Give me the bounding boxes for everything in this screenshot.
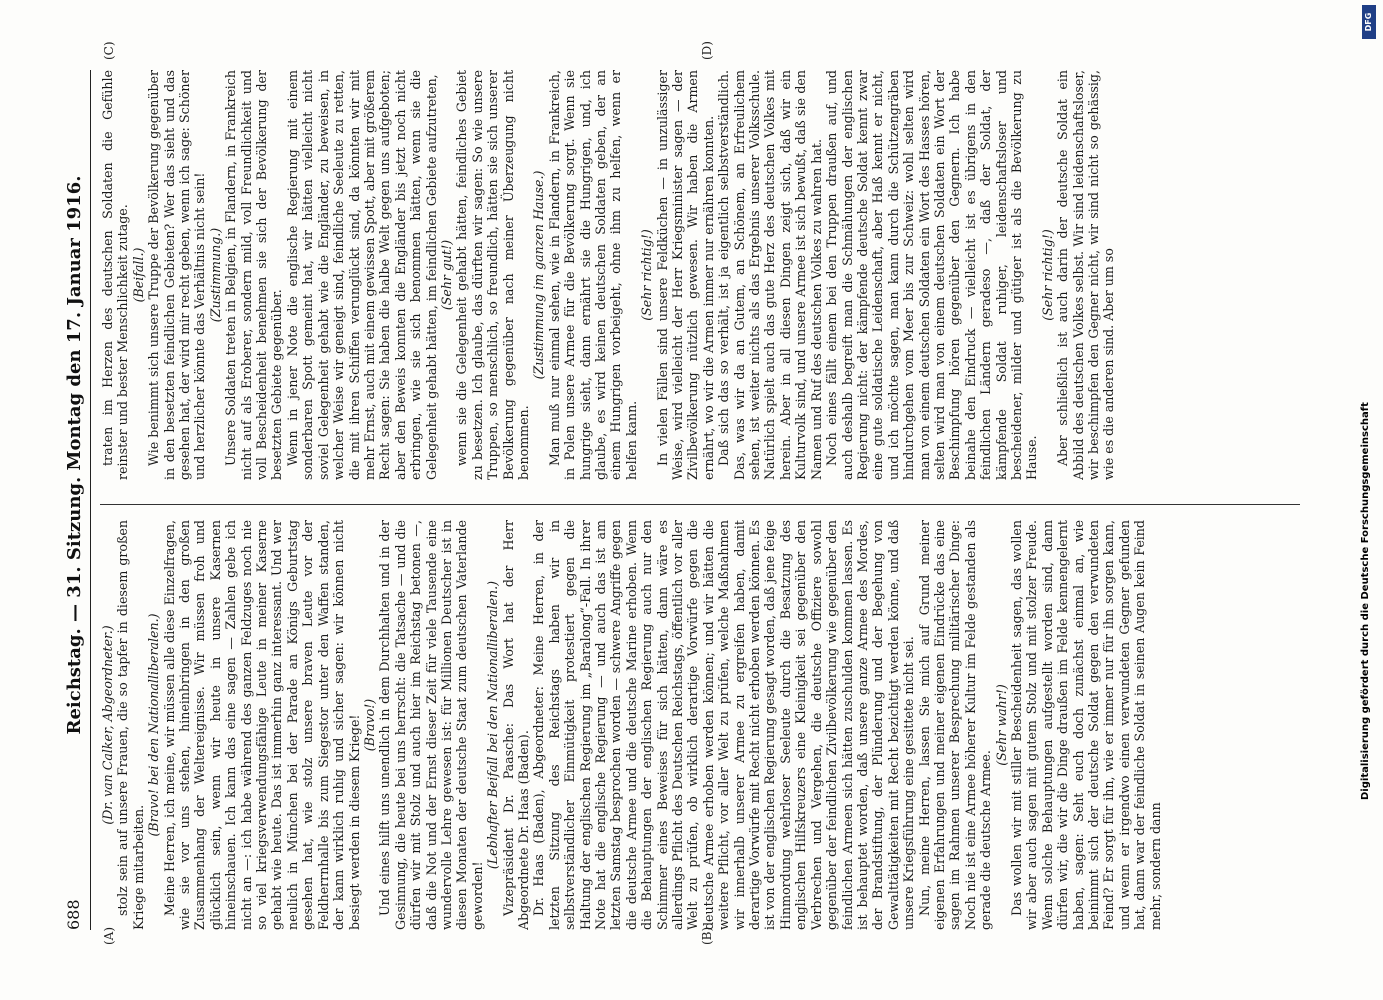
interjection: (Sehr richtig!): [1039, 229, 1055, 321]
paragraph: Dr. Haas (Baden), Abgeordneter: Meine Herren, in der letzten Sitzung des Reichstags haben wir in selbstverständlicher Einmütigkeit protestiert gegen die Haltung der englischen Regierung im „Baralong“-Fall. In ihrer Note hat die englische Regierung — und auch das ist am letzten Samstag besprochen worden — schwere Angriffe gegen die deutsche Armee und die deutsche Marine erhoben. Wenn die Behauptungen der englischen Regierung auch nur den Schimmer eines Beweises für sich hätten, dann wäre es allerdings Pflicht des Deutschen Reichstags, öffentlich vor aller Welt zu prüfen, ob wirklich derartige Vorwürfe gegen die deutsche Armee erhoben werden können; und wir hätten die weitere Pflicht, vor aller Welt zu prüfen, welche Maßnahmen wir innerhalb unserer Armee zu ergreifen haben, damit derartige Vorwürfe mit Recht nicht erhoben werden können. Es ist von der englischen Regierung gesagt worden, daß jene feige Hinmordung wehrloser Seeleute durch die Besatzung des englischen Hilfskreuzers eine Kleinigkeit sei gegenüber den Verbrechen und Vergehen, die deutsche Offiziere sowohl gegenüber der feindlichen Zivilbevölkerung wie gegenüber den feindlichen Armeen sich hätten zuschulden kommen lassen. Es ist behauptet worden, daß unsere ganze Armee des Mordes, der Brandstiftung, der Plünderung und der Begehung von Gewalttätigkeiten mit Recht bezichtigt werden könne, und daß unsere Kriegsführung eine gesittete nicht sei.: [531, 520, 917, 930]
paragraph: Daß sich das so verhält, ist ja eigentlich selbstverständlich. Das, was wir da an Gutem, an Schönem, an Erfreulichem sehen, ist weiter nichts als das Ergebnis unserer Volksschule. Natürlich spielt auch das gute Herz des deutschen Volkes mit herein. Aber in all diesen Dingen zeigt sich, daß wir ein Kulturvolk sind, und unsere Armee ist sich bewußt, daß sie den Namen und Ruf des deutschen Volkes zu wahren hat.: [716, 70, 824, 480]
interjection: (Sehr richtig!): [639, 229, 655, 321]
paragraph: traten im Herzen des deutschen Soldaten die Gefühle reinster und bester Menschlichkeit zutage.: [100, 70, 131, 480]
column-divider: [100, 504, 1300, 505]
right-column: [100, 70, 1300, 480]
paragraph: Noch eines fällt einem bei den Truppen draußen auf, und auch deshalb begreift man die Schmähungen der englischen Regierung nicht: der kämpfende deutsche Soldat kennt zwar eine gute soldatische Leidenschaft, aber Haß kennt er nicht, und ich möchte sagen, man kann durch die Schützengräben hindurchgehen vom Meer bis zur Schweiz: wohl selten wird man von einem deutschen Soldaten ein Wort des Hasses hören, selten wird man von einem deutschen Soldaten ein Wort der Beschimpfung hören gegenüber den Gegnern. Ich habe beinahe den Eindruck — vielleicht ist es übrigens in den feindlichen Ländern geradeso —, daß der Soldat, der kämpfende Soldat ruhiger, leidenschaftsloser und bescheidener, milder und gütiger ist als die Bevölkerung zu Hause.: [824, 70, 1040, 480]
interjection: (Bravo! bei den Nationalliberalen.): [146, 613, 162, 837]
interjection: (Zustimmung im ganzen Hause.): [531, 170, 547, 380]
paragraph: Aber schließlich ist auch darin der deutsche Soldat ein Abbild des deutschen Volkes selbst. Wir sind leidenschaftsloser, wir beschimpfen den Gegner nicht, wir sind nicht so gehässig, wie es die anderen sind. Aber um so: [1055, 70, 1117, 480]
paragraph: In vielen Fällen sind unsere Feldküchen — in unzulässiger Weise, wird vielleicht der Herr Kriegsminister sagen — der Zivilbevölkerung nützlich gewesen. Wir haben die Armen ernährt, wo wir die Armen immer nur ernähren konnten.: [654, 70, 716, 480]
paragraph: Das wollen wir mit stiller Bescheidenheit sagen, das wollen wir aber auch sagen mit gutem Stolz und mit stolzer Freude. Wenn solche Behauptungen aufgestellt worden sind, dann dürfen wir, die wir die Dinge draußen im Felde kennengelernt haben, sagen: Seht euch doch zunächst einmal an, wie beinimmt sich der deutsche Soldat gegen den verwundeten Feind? Er sorgt für ihn, wie er immer nur für ihn sorgen kann, und wenn er irgendwo einen verwundeten Gegner gefunden hat, dann war der feindliche Soldat in seinen Augen kein Feind mehr, sondern dann: [1008, 520, 1163, 930]
paragraph: wenn sie die Gelegenheit gehabt hätten, feindliches Gebiet zu besetzen. Ich glaube, das dürften wir sagen: So wie unsere Truppen, so menschlich, so freundlich, hätten sie sich unserer Bevölkerung gegenüber nach meiner Überzeugung nicht benommen.: [454, 70, 531, 480]
margin-mark-d: (D): [700, 41, 714, 60]
margin-mark-c: (C): [102, 41, 116, 60]
funding-note: [1360, 40, 1378, 800]
paragraph: Meine Herren, ich meine, wir müssen alle diese Einzelfragen, wie sie vor uns stehen, hineinbringen in den großen Zusammenhang der Weltereignisse. Wir müssen froh und glücklich sein, wenn wir heute in unsere Kasernen hineinschauen. Ich kann das eine sagen — Zahlen gebe ich nicht an —: ich habe während des ganzen Feldzuges noch nie so viel kriegsverwendungsfähige Leute in meiner Kaserne gehabt wie heute. Das ist immerhin ganz interessant. Und wer neulich in München bei der Parade an Königs Geburtstag gesehen hat, wie stolz unsere braven Leute vor der Feldherrnhalle bis zum Siegestor unter den Waffen standen, der kann wirklich ruhig und sicher sagen: wir können nicht besiegt werden in diesem Kriege!: [161, 520, 362, 930]
interjection: (Bravo!): [361, 698, 377, 752]
running-title: Reichstag. — 31. Sitzung. Montag den 17. Januar 1916.: [64, 175, 85, 735]
paragraph: stolz sein auf unsere Frauen, die so tapfer in diesem großen Kriege mitarbeiten.: [115, 520, 146, 930]
interjection: (Beifall.): [130, 247, 146, 303]
dfg-logo-text: DFG: [1364, 12, 1373, 32]
interjection: (Sehr gut!): [438, 239, 454, 311]
funding-note-text: Digitalisierung gefördert durch die Deutsche Forschungsgemeinschaft: [1360, 402, 1371, 800]
left-column: [100, 520, 1300, 930]
page-number: 688: [64, 899, 83, 930]
paragraph: Unsere Soldaten treten in Belgien, in Flandern, in Frankreich nicht auf als Eroberer, sondern mild, voll Freundlichkeit und voll Bescheidenheit benehmen sie sich der Bevölkerung der besetzten Gebiete gegenüber.: [223, 70, 285, 480]
paragraph: Nun, meine Herren, lassen Sie mich auf Grund meiner eigenen Erfahrungen und meiner eigenen Eindrücke das eine sagen im Rahmen unserer Besprechung militärischer Dinge: Noch nie ist eine Armee höherer Kultur im Felde gestanden als gerade die deutsche Armee.: [916, 520, 994, 930]
interjection: (Sehr wahr!): [993, 684, 1009, 766]
interjection: (Zustimmung.): [207, 227, 223, 323]
margin-mark-b: (B): [700, 926, 714, 945]
dfg-logo: [1362, 5, 1376, 39]
paragraph: Vizepräsident Dr. Paasche: Das Wort hat der Herr Abgeordnete Dr. Haas (Baden).: [500, 520, 531, 930]
paragraph: Wie benimmt sich unsere Truppe der Bevölkerung gegenüber in den besetzten feindlichen Gebieten? Wer das sieht und das gesehen hat, der wird mir recht geben, wenn ich sage: Schöner und herzlicher könnte das Verhältnis nicht sein!: [146, 70, 208, 480]
paragraph: Und eines hilft uns unendlich in dem Durchhalten und in der Gesinnung, die heute bei uns herrscht: die Tatsache — und die dürfen wir mit Stolz und auch hier im Reichstag betonen —, daß die Not und der Ernst dieser Zeit für viele Tausende eine wundervolle Lehre gewesen ist: für Millionen Deutscher ist in diesen Monaten der deutsche Staat zum deutschen Vaterlande geworden!: [377, 520, 485, 930]
margin-mark-a: (A): [102, 926, 116, 945]
speaker-note: (Dr. van Calker, Abgeordneter.): [100, 625, 115, 825]
page-header: [50, 70, 91, 930]
interjection: (Lebhafter Beifall bei den Nationalliberalen.): [485, 580, 501, 870]
paragraph: Man muß nur einmal sehen, wie in Flandern, in Frankreich, in Polen unsere Armee für die Bevölkerung sorgt. Wenn sie hungrige sieht, dann ernährt sie die Hungrigen, und, ich glaube, es wird keinen deutschen Soldaten geben, der an einem Hungrigen vorbeigeht, ohne ihm zu helfen, wenn er helfen kann.: [546, 70, 639, 480]
paragraph: Wenn in jener Note die englische Regierung mit einem sonderbaren Spott gemeint hat, wir hätten vielleicht nicht soviel Gelegenheit gehabt wie die Engländer, zu beweisen, in welcher Weise wir geneigt sind, feindliche Seeleute zu retten, die mit ihren Schiffen verunglückt sind, da könnten wir mit mehr Ernst, auch mit einem gewissen Spott, aber mit größerem Recht sagen: Sie haben die halbe Welt gegen uns aufgeboten; aber den Beweis konnten die Engländer bis jetzt noch nicht erbringen, wie sie sich benommen hätten, wenn sie die Gelegenheit gehabt hätten, im feindlichen Gebiete aufzutreten,: [284, 70, 439, 480]
